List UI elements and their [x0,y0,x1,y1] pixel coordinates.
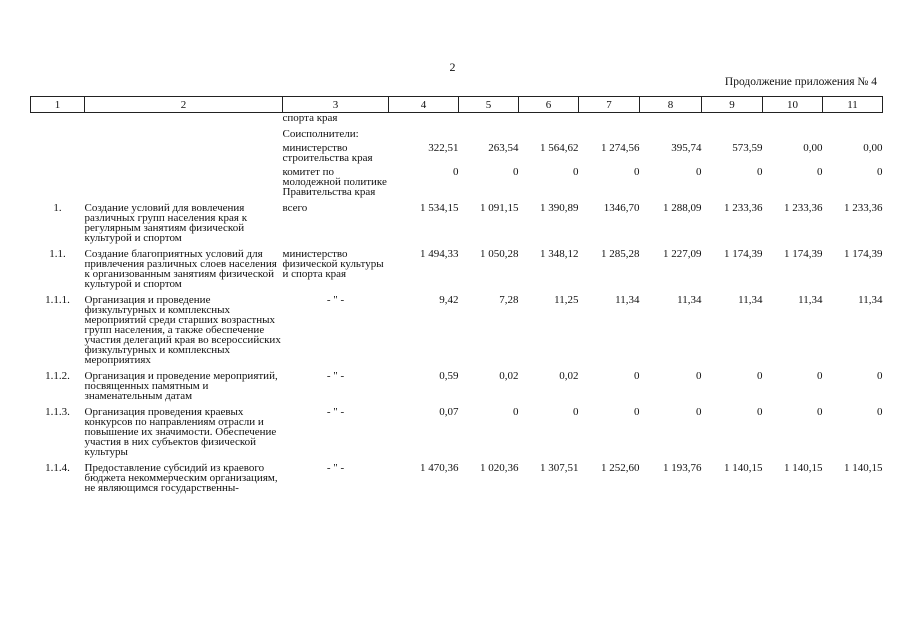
continuation-label: Продолжение приложения № 4 [724,76,877,88]
row-value: 1 285,28 [601,248,640,260]
row-number: 1.1.2. [45,370,70,382]
row-value: 0 [573,166,579,178]
row-value [389,123,459,139]
row-name: Организация и проведение мероприятий, посвященных памятным и знаменательным датам [84,370,278,402]
column-header: 6 [519,97,579,113]
row-value [640,113,702,124]
row-value: 1 288,09 [663,202,702,214]
row-executor: - " - [326,462,345,474]
row-number [31,163,85,197]
row-value: 0 [817,370,823,382]
row-value: 0 [696,406,702,418]
row-value: 0 [817,166,823,178]
row-name: Создание благоприятных условий для привлечения различных слоев населения к организованным занятиям физической культурой и спортом [84,248,277,290]
row-value [519,123,579,139]
table-row [31,163,883,197]
row-value: 11,25 [554,294,579,306]
row-name: Создание условий для вовлечения различных групп населения края к регулярным занятиям физической культурой и спортом [84,202,248,244]
row-value: 11,34 [677,294,702,306]
table-row [31,457,883,493]
column-header: 5 [459,97,519,113]
column-header: 9 [702,97,763,113]
column-header: 11 [823,97,883,113]
table-row [31,401,883,457]
row-executor: - " - [326,294,345,306]
row-value: 0 [634,166,640,178]
row-value: 0 [757,370,763,382]
row-executor: министерство строительства края [282,142,373,164]
row-number: 1.1.1. [45,294,70,306]
row-value: 11,34 [738,294,763,306]
column-header: 8 [640,97,702,113]
row-value: 0 [453,166,459,178]
row-value: 1 534,15 [420,202,459,214]
row-value: 1 233,36 [784,202,823,214]
column-header: 3 [283,97,389,113]
row-number [31,123,85,139]
row-value: 1 307,51 [540,462,579,474]
column-header: 4 [389,97,459,113]
row-value [459,123,519,139]
row-value: 1 470,36 [420,462,459,474]
header-row [31,97,883,113]
row-value: 0 [877,370,883,382]
table-row [31,365,883,401]
table-row [31,289,883,365]
row-value [823,113,883,124]
budget-table [30,96,883,493]
row-value [579,113,640,124]
table-row [31,139,883,163]
row-value: 1 091,15 [480,202,519,214]
row-value: 1 390,89 [540,202,579,214]
row-name: Организация проведения краевых конкурсов по направлениям отрасли и повышение их значимости. Обеспечение участия в них субъектов физической культуры [84,406,277,458]
row-value: 1 174,39 [724,248,763,260]
row-value: 0,02 [559,370,579,382]
table-body [31,113,883,494]
row-value: 263,54 [488,142,519,154]
table-row [31,197,883,243]
row-value: 573,59 [732,142,763,154]
column-header: 7 [579,97,640,113]
row-value: 1346,70 [603,202,640,214]
row-value: 0 [757,166,763,178]
row-name [85,123,283,139]
row-executor: спорта края [282,112,338,124]
row-value: 0,59 [439,370,459,382]
row-value: 0 [877,406,883,418]
row-value: 0 [817,406,823,418]
row-value: 7,28 [499,294,519,306]
row-value [763,123,823,139]
row-name [85,139,283,163]
row-number: 1.1.3. [45,406,70,418]
column-header: 1 [31,97,85,113]
row-value: 1 140,15 [844,462,883,474]
row-executor: министерство физической культуры и спорта края [282,248,384,280]
row-value: 9,42 [439,294,459,306]
row-executor: всего [282,202,308,214]
row-value: 0 [696,166,702,178]
row-value [702,123,763,139]
row-value: 1 140,15 [784,462,823,474]
row-value [519,113,579,124]
row-value: 1 564,62 [540,142,579,154]
row-executor: комитет по молодежной политике Правительства края [282,166,387,198]
row-value: 1 494,33 [420,248,459,260]
row-value: 11,34 [615,294,640,306]
row-value [579,123,640,139]
row-value: 1 227,09 [663,248,702,260]
row-value [702,113,763,124]
row-executor: Соисполнители: [282,128,359,140]
row-value [640,123,702,139]
row-name [85,163,283,197]
row-value: 0 [877,166,883,178]
row-value: 1 050,28 [480,248,519,260]
row-value [459,113,519,124]
row-name: Предоставление субсидий из краевого бюджета некоммерческим организациям, не являющимся государственны- [84,462,278,494]
table-row [31,243,883,289]
row-value: 0,00 [863,142,883,154]
row-value: 0 [634,406,640,418]
page-number: 2 [449,60,456,74]
row-value: 1 233,36 [724,202,763,214]
table-row [31,113,883,124]
table-row [31,123,883,139]
row-value: 0,02 [499,370,519,382]
row-value: 0,07 [439,406,459,418]
row-value: 1 174,39 [784,248,823,260]
row-value [389,113,459,124]
row-value: 0 [696,370,702,382]
row-value: 1 020,36 [480,462,519,474]
row-value: 1 174,39 [844,248,883,260]
row-number [31,113,85,124]
row-name: Организация и проведение физкультурных и комплексных мероприятий среди старших возрастных групп населения, а также обеспечение участия делегаций края во всероссийских физкультурных и комплексных мероприятиях [84,294,281,366]
row-value: 11,34 [798,294,823,306]
column-header: 10 [763,97,823,113]
column-header: 2 [85,97,283,113]
row-value: 395,74 [671,142,702,154]
row-value [823,123,883,139]
row-value: 1 348,12 [540,248,579,260]
row-value: 0 [513,166,519,178]
row-number: 1.1.4. [45,462,70,474]
row-name [85,113,283,124]
row-value: 0 [757,406,763,418]
row-number [31,139,85,163]
row-value: 0,00 [803,142,823,154]
row-value: 322,51 [428,142,459,154]
row-value: 1 274,56 [601,142,640,154]
row-value: 0 [573,406,579,418]
row-executor: - " - [326,406,345,418]
row-value: 1 193,76 [663,462,702,474]
row-number: 1. [53,202,62,214]
row-number: 1.1. [49,248,66,260]
row-value: 0 [634,370,640,382]
row-value: 1 252,60 [601,462,640,474]
row-value: 1 233,36 [844,202,883,214]
row-value: 0 [513,406,519,418]
row-executor: - " - [326,370,345,382]
row-value: 1 140,15 [724,462,763,474]
row-value: 11,34 [858,294,883,306]
row-value [763,113,823,124]
